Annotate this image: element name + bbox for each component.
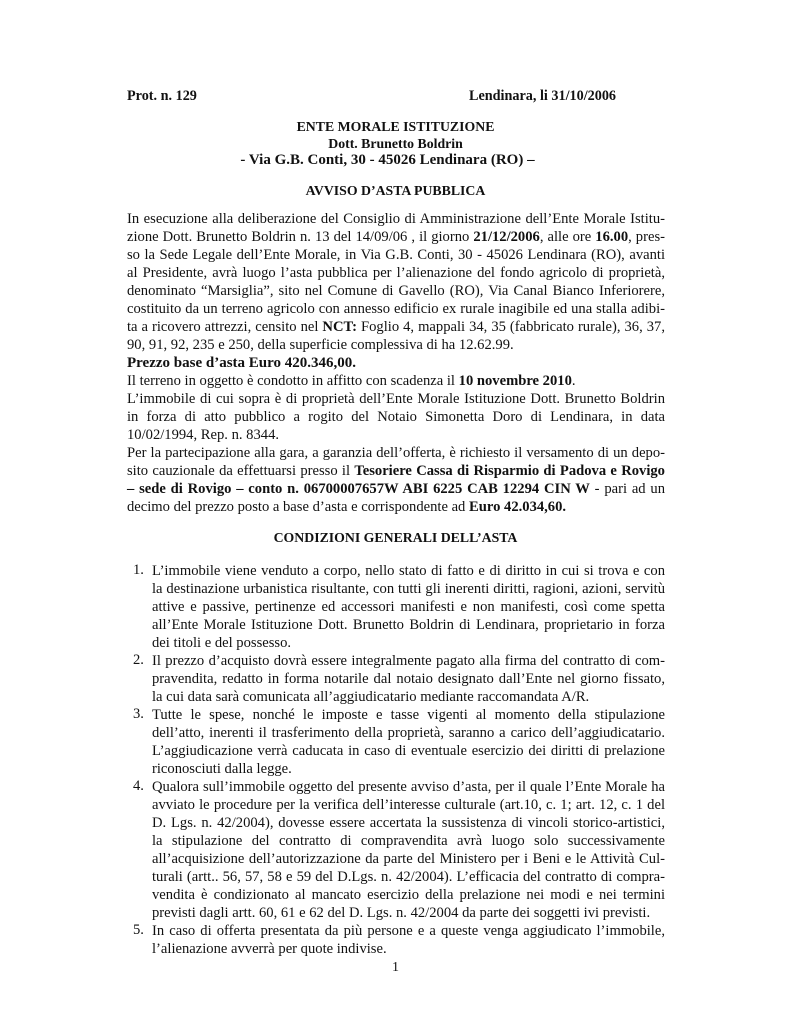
list-number: 4. — [133, 778, 144, 794]
body-line: ta a ricovero attrezzi, censito nel NCT: Foglio 4, mappali 34, 35 (fabbricato rurale), 36, 37, — [127, 319, 665, 335]
base-price: Prezzo base d’asta Euro 420.346,00. — [127, 355, 357, 371]
condition-line: l’alienazione avverrà per quote indivise. — [152, 941, 387, 957]
entity-name: ENTE MORALE ISTITUZIONE — [296, 119, 495, 134]
condition-line: Il prezzo d’acquisto dovrà essere integralmente pagato alla firma del contratto di com- — [152, 653, 665, 669]
condition-line: avviato le procedure per la verifica dell’interesse culturale (art.10, c. 1; art. 12, c. 1 del — [152, 797, 665, 813]
condition-line: L’aggiudicazione verrà caducata in caso di eventuale esercizio dei diritti di prelazione — [152, 743, 665, 759]
protocol-number: Prot. n. 129 — [127, 88, 197, 104]
condition-line: previsti dagli artt. 60, 61 e 62 del D. Lgs. n. 42/2004 da parte dei soggetti ivi previsti. — [152, 905, 651, 921]
body-line: – sede di Rovigo – conto n. 06700007657W ABI 6225 CAB 12294 CIN W - pari ad un — [127, 481, 666, 497]
condition-line: la destinazione urbanistica risultante, con tutti gli inerenti diritti, ragioni, azioni, servitù — [152, 581, 665, 597]
body-line: L’immobile di cui sopra è di proprietà dell’Ente Morale Istituzione Dott. Brunetto Boldrin — [127, 391, 665, 407]
condition-line: la stipulazione del contratto di compravendita avrà luogo solo successivamente — [152, 833, 665, 849]
condition-line: all’Ente Morale Istituzione Dott. Brunetto Boldrin di Lendinara, proprietario in forza — [152, 617, 665, 633]
list-number: 2. — [133, 652, 144, 668]
entity-subname: Dott. Brunetto Boldrin — [328, 136, 463, 151]
condition-line: Qualora sull’immobile oggetto del presente avviso d’asta, per il quale l’Ente Morale ha — [152, 779, 665, 795]
condition-line: L’immobile viene venduto a corpo, nello stato di fatto e di diritto in cui si trova e con — [152, 563, 665, 579]
body-line: zione Dott. Brunetto Boldrin n. 13 del 14/09/06 , il giorno 21/12/2006, alle ore 16.00, pres- — [127, 229, 665, 245]
condition-line: vendita è condizionato al mancato esercizio della prelazione nei modi e nei termini — [152, 887, 665, 903]
conditions-title: CONDIZIONI GENERALI DELL’ASTA — [273, 530, 518, 545]
condition-line: dell’atto, inerenti il trasferimento della proprietà, saranno a carico dell’aggiudicatario. — [152, 725, 665, 741]
body-line: Per la partecipazione alla gara, a garanzia dell’offerta, è richiesto il versamento di un depo- — [127, 445, 665, 461]
condition-line: all’acquisizione dell’autorizzazione da parte del Ministero per i Beni e le Attività Cul- — [152, 851, 665, 867]
document-title: AVVISO D’ASTA PUBBLICA — [305, 183, 486, 198]
body-line: Il terreno in oggetto è condotto in affitto con scadenza il 10 novembre 2010. — [127, 373, 576, 389]
body-line: in forza di atto pubblico a rogito del Notaio Simonetta Doro di Lendinara, in data — [127, 409, 665, 425]
condition-line: Tutte le spese, nonché le imposte e tasse vigenti al momento della stipulazione — [152, 707, 665, 723]
condition-line: dei titoli e del possesso. — [152, 635, 292, 651]
page-number: 1 — [392, 960, 399, 975]
condition-line: D. Lgs. n. 42/2004), dovesse essere accertata la sussistenza di vincoli storico-artistici, — [152, 815, 665, 831]
body-line: In esecuzione alla deliberazione del Consiglio di Amministrazione dell’Ente Morale Istitu- — [127, 211, 665, 227]
entity-address: - Via G.B. Conti, 30 - 45026 Lendinara (RO) – — [240, 152, 535, 168]
condition-line: pravendita, redatto in forma notarile dal notaio designato dall’Ente nel giorno fissato, — [152, 671, 665, 687]
condition-line: riconosciuti dalla legge. — [152, 761, 292, 777]
body-line: decimo del prezzo posto a base d’asta e corrispondente ad Euro 42.034,60. — [127, 499, 567, 515]
list-number: 3. — [133, 706, 144, 722]
place-date: Lendinara, li 31/10/2006 — [469, 88, 617, 104]
condition-line: la cui data sarà comunicata all’aggiudicatario mediante raccomandata A/R. — [152, 689, 590, 705]
body-line: costituito da un terreno agricolo con annesso edificio ex rurale inagibile ed una stalla adibi- — [127, 301, 665, 317]
body-line: denominato “Marsiglia”, sito nel Comune di Gavello (RO), Via Canal Bianco Inferiorere, — [127, 283, 665, 299]
condition-line: In caso di offerta presentata da più persone e a queste venga aggiudicato l’immobile, — [152, 923, 665, 939]
condition-line: attive e passive, pertinenze ed accessori manifesti e non manifesti, così come spetta — [152, 599, 665, 615]
list-number: 5. — [133, 922, 144, 938]
condition-line: turali (artt.. 56, 57, 58 e 59 del D.Lgs. n. 42/2004). L’efficacia del contratto di compra- — [152, 869, 665, 885]
body-line: so la Sede Legale dell’Ente Morale, in Via G.B. Conti, 30 - 45026 Lendinara (RO), avanti — [127, 247, 665, 263]
body-line: 10/02/1994, Rep. n. 8344. — [127, 427, 280, 443]
list-number: 1. — [133, 562, 144, 578]
body-line: sito cauzionale da effettuarsi presso il Tesoriere Cassa di Risparmio di Padova e Rovigo — [127, 463, 665, 479]
body-line: al Presidente, avrà luogo l’asta pubblica per l’alienazione del fondo agricolo di proprietà, — [127, 265, 665, 281]
body-line: 90, 91, 92, 235 e 250, della superficie complessiva di ha 12.62.99. — [127, 337, 514, 353]
